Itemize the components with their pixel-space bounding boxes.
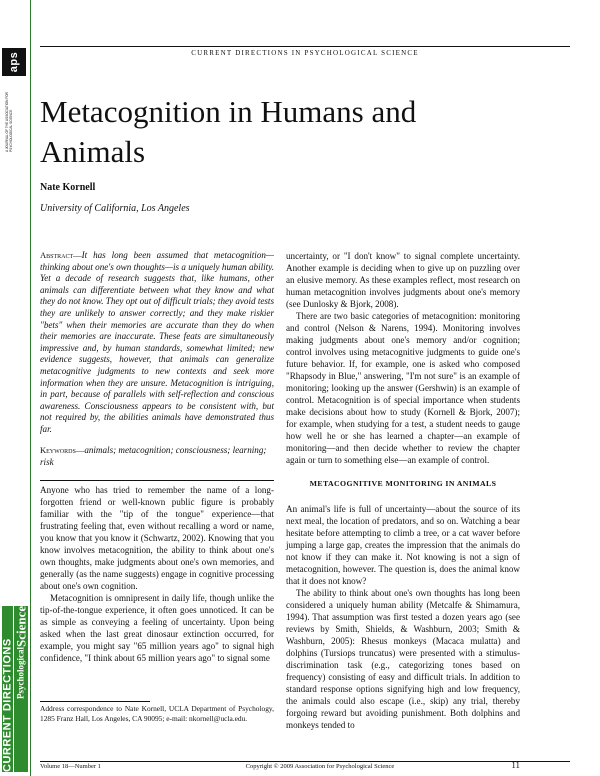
journal-sidebar [0,0,31,776]
page-number: 11 [511,760,520,770]
abstract-text: It has long been assumed that metacognition—thinking about one's own thoughts—is a uniquely human ability. Yet a decade of research suggests that, like humans, other animals can differentiate between what they know and what they do not know. They opt out of difficult trials; they avoid tests they are unlikely to answer correctly; and they make riskier "bets" when their memories are accurate than they do when their memories are inaccurate. These feats are simultaneously impressive and, by human standards, somewhat limited; new evidence suggests, however, that animals can generalize metacognitive judgments to new contexts and seek more information when they are unsure. Metacognition is intriguing, in part, because of parallels with self-reflection and conscious awareness. Consciousness appears to be consistent with, but not required by, the abilities animals have demonstrated thus far. [40,250,274,434]
paragraph: Anyone who has tried to remember the name of a long-forgotten friend or well-known public figure is probably familiar with the "tip of the tongue" experience—that frustrating feeling that, even without recalling a word or name, you know that you know it (Schwartz, 2002). Knowing that you know involves metacognition, the ability to think about one's own thoughts, make judgments about one's own memories, and generally (as the name suggests) engage in cognitive processing about one's own cognition. [40,485,274,591]
article-author: Nate Kornell [40,182,96,193]
volume-label: Volume 18—Number 1 [40,763,101,770]
current-directions-label: CURRENT DIRECTIONS [2,606,13,772]
journal-running-header: CURRENT DIRECTIONS IN PSYCHOLOGICAL SCIENCE [40,46,570,57]
correspondence-footnote: Address correspondence to Nate Kornell, UCLA Department of Psychology, 1285 Franz Hall, Los Angeles, CA 90095; e-mail: nkornell@ucla.edu. [40,704,274,723]
left-column-body [40,484,274,664]
paragraph: The ability to think about one's own thoughts has long been considered a uniquely human ability (Metcalfe & Shimamura, 1994). That assumption was first tested a dozen years ago (see reviews by Smith, Shields, & Washburn, 2003; Smith & Washburn, 2005): Rhesus monkeys (Macaca mulatta) and dolphins (Tursiops truncatus) were presented with a stimulus-discrimination task (e.g., categorizing tones based on frequency) consisting of easy and difficult trials. In addition to standard response options signifying high and low frequency, the animals could also escape (i.e., skip) any trial, thereby forgoing reward but avoiding punishment. Both dolphins and monkeys tended to [286,588,520,730]
paragraph: An animal's life is full of uncertainty—about the source of its next meal, the location of predators, and so on. Watching a bear hesitate before attempting to climb a tree, or a cat waver before jumping a large gap, creates the impression that the animals do not know if they can make it. Not knowing is not a sign of metacognition, however. The question is, does the animal know that it does not know? [286,504,520,586]
section-heading: METACOGNITIVE MONITORING IN ANIMALS [309,479,497,488]
aps-logo-subtext: A JOURNAL OF THE ASSOCIATION FOR PSYCHOLOGICAL SCIENCE [5,92,13,152]
psych-science-label: Psychological Science [14,606,28,772]
article-title: Metacognition in Humans and Animals [40,94,417,169]
footer-rule [40,761,570,762]
right-column-body-top [286,250,520,466]
author-affiliation: University of California, Los Angeles [40,203,190,214]
paragraph: uncertainty, or "I don't know" to signal complete uncertainty. Another example is deciding when to give up on puzzling over an elusive memory. As these examples reflect, most research on human metacognition involves judgments about one's memory (see Dunlosky & Bjork, 2008). [286,251,520,309]
abstract-label: Abstract— [40,250,82,260]
keywords [40,445,274,468]
copyright-notice: Copyright © 2009 Association for Psychological Science [245,763,395,770]
footnote-rule [40,701,150,702]
paragraph: There are two basic categories of metacognition: monitoring and control (Nelson & Narens, 1994). Monitoring involves making judgments about one's memory and/or cognition; control involves using metacognitive judgments to guide one's future behavior. If, for example, one is asked who composed "Rhapsody in Blue," answering, "I'm not sure" is an example of monitoring; looking up the answer (Gershwin) is an example of control. Metacognition is of special importance when students make decisions about how to study (Kornell & Bjork, 2007); for example, when studying for a test, a student needs to gauge how well he or she has learned a chapter—an example of monitoring—and then decide whether to review the chapter again or turn to something else—an example of control. [286,311,520,465]
keywords-text: animals; metacognition; consciousness; learning; risk [40,445,267,467]
aps-logo: aps [2,48,26,76]
abstract [40,250,274,436]
header-rule [40,46,570,47]
journal-brand-block [2,606,28,772]
keywords-label: Keywords— [40,445,85,455]
paragraph: Metacognition is omnipresent in daily life, though unlike the tip-of-the-tongue experience, it often goes unnoticed. It can be as simple as conveying a feeling of uncertainty. Upon being asked when the last great dinosaur extinction occurred, for example, you might say "65 million years ago" to signal high confidence, "I think about 65 million years ago" to signal some [40,593,274,663]
right-column-body-bottom [286,503,520,731]
abstract-rule [40,480,274,481]
